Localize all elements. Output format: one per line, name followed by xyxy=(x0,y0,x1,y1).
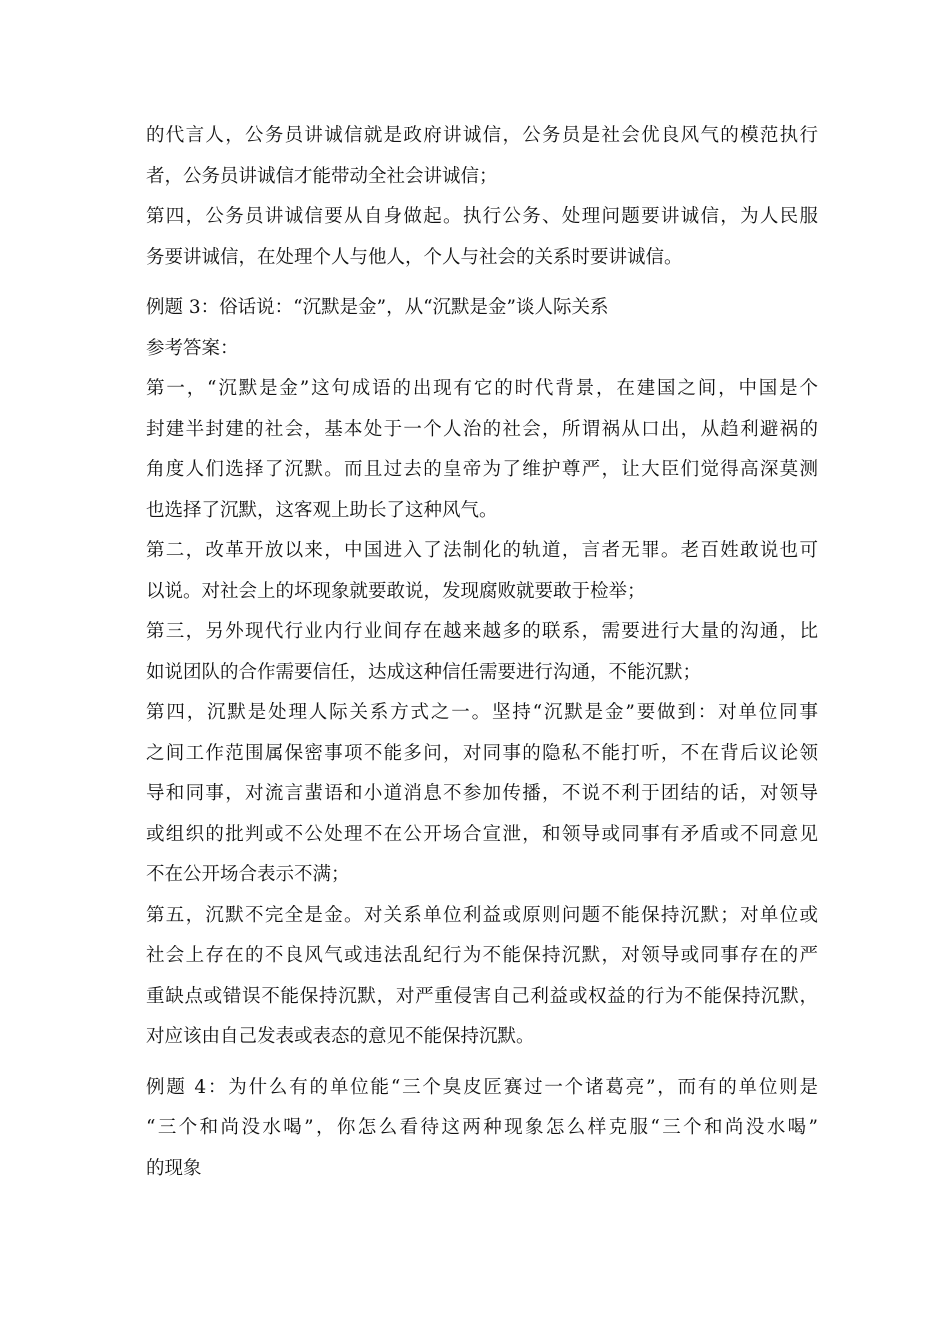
text-line: 以说。对社会上的坏现象就要敢说，发现腐败就要敢于检举； xyxy=(146,580,646,602)
text-line: 封建半封建的社会，基本处于一个人治的社会，所谓祸从口出，从趋利避祸的 xyxy=(146,418,818,440)
text-line: 第四，公务员讲诚信要从自身做起。执行公务、处理问题要讲诚信，为人民服 xyxy=(146,206,818,227)
text-line: 也选择了沉默，这客观上助长了这种风气。 xyxy=(146,499,498,521)
example-heading: 例题 3：俗话说：“沉默是金”，从“沉默是金”谈人际关系 xyxy=(146,297,609,318)
text-line: 第一，“沉默是金”这句成语的出现有它的时代背景，在建国之间，中国是个 xyxy=(146,378,818,399)
text-line: 第四，沉默是处理人际关系方式之一。坚持“沉默是金”要做到：对单位同事 xyxy=(146,702,818,723)
text-line: “三个和尚没水喝”，你怎么看待这两种现象怎么样克服“三个和尚没水喝” xyxy=(146,1117,818,1138)
paragraph-block-1 xyxy=(146,116,818,278)
paragraph-gap xyxy=(146,1058,818,1068)
example-heading: 例题 4：为什么有的单位能“三个臭皮匠赛过一个诸葛亮”，而有的单位则是 xyxy=(146,1076,818,1098)
text-line: 者，公务员讲诚信才能带动全社会讲诚信； xyxy=(146,165,498,187)
document-body xyxy=(146,116,818,1189)
text-line: 导和同事，对流言蜚语和小道消息不参加传播，不说不利于团结的话，对领导 xyxy=(146,783,818,804)
text-line: 如说团队的合作需要信任，达成这种信任需要进行沟通，不能沉默； xyxy=(146,661,702,683)
text-line: 的现象 xyxy=(146,1157,202,1179)
text-line: 的代言人，公务员讲诚信就是政府讲诚信，公务员是社会优良风气的模范执行 xyxy=(146,125,818,146)
text-line: 之间工作范围属保密事项不能多问，对同事的隐私不能打听，不在背后议论领 xyxy=(146,742,818,764)
paragraph-block-2 xyxy=(146,288,818,1058)
text-line: 第二，改革开放以来，中国进入了法制化的轨道，言者无罪。老百姓敢说也可 xyxy=(146,540,818,561)
text-line: 对应该由自己发表或表态的意见不能保持沉默。 xyxy=(146,1026,535,1047)
text-line: 务要讲诚信，在处理个人与他人，个人与社会的关系时要讲诚信。 xyxy=(146,246,683,268)
text-line: 社会上存在的不良风气或违法乱纪行为不能保持沉默，对领导或同事存在的严 xyxy=(146,945,818,966)
text-line: 角度人们选择了沉默。而且过去的皇帝为了维护尊严，让大臣们觉得高深莫测 xyxy=(146,459,818,480)
text-line: 第三，另外现代行业内行业间存在越来越多的联系，需要进行大量的沟通，比 xyxy=(146,621,818,642)
paragraph-block-3 xyxy=(146,1068,818,1190)
text-line: 重缺点或错误不能保持沉默，对严重侵害自己利益或权益的行为不能保持沉默， xyxy=(146,985,818,1007)
answer-label: 参考答案： xyxy=(146,337,239,359)
text-line: 不在公开场合表示不满； xyxy=(146,864,350,885)
paragraph-gap xyxy=(146,278,818,288)
text-line: 第五，沉默不完全是金。对关系单位利益或原则问题不能保持沉默；对单位或 xyxy=(146,904,818,926)
text-line: 或组织的批判或不公处理不在公开场合宣泄，和领导或同事有矛盾或不同意见 xyxy=(146,823,818,845)
